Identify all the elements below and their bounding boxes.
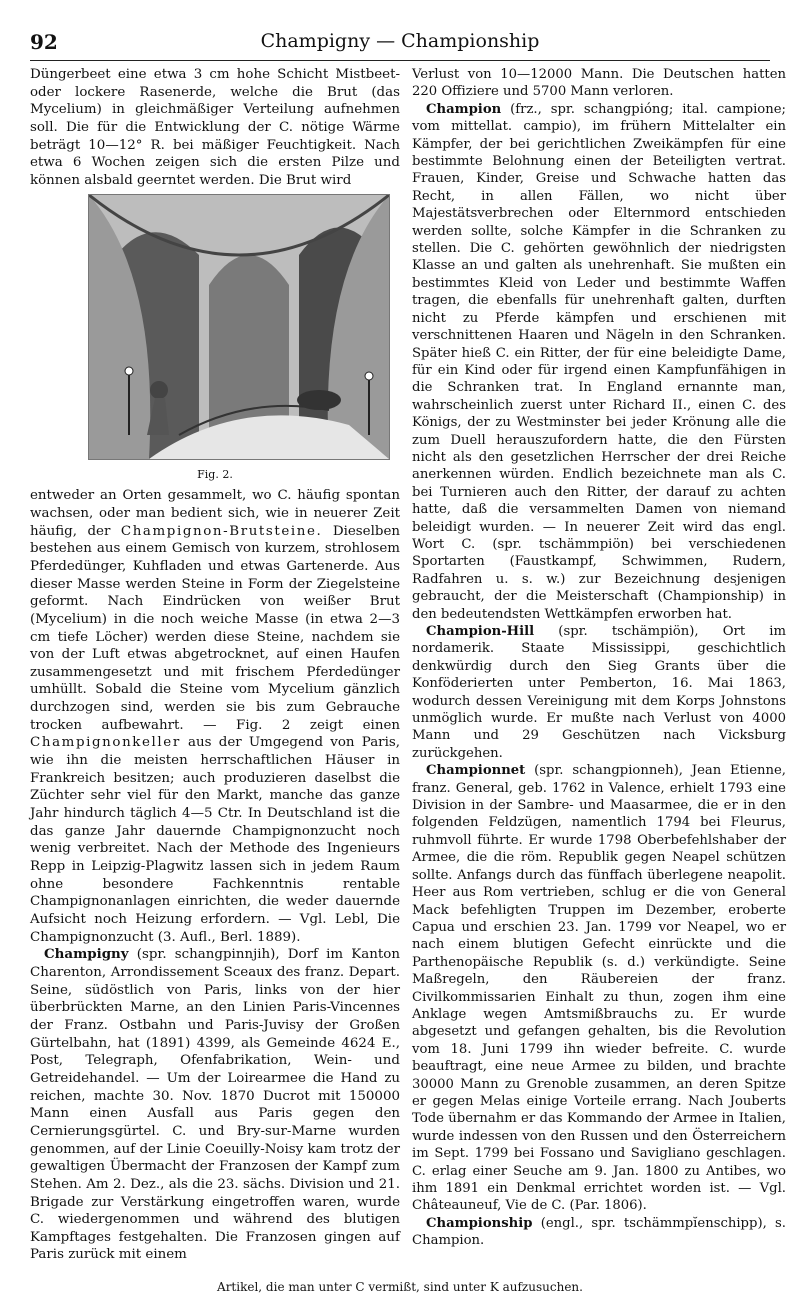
paragraph-mushroom-cultivation: Düngerbeet eine etwa 3 cm hohe Schicht Mistbeet- oder lockere Rasenerde, welche die Brut (das Mycelium) in gleichmäßiger Verteilung aufnehmen soll. Die für die Entwicklung der C. nötige Wärme beträgt 10—12° R. bei mäßiger Feuchtigkeit. Nach etwa 6 Wochen zeigen sich die ersten Pilze und können alsbald geerntet werden. Die Brut wird <box>30 67 400 188</box>
entry-champion <box>412 101 786 623</box>
entry-text: (frz., spr. schangpióng; ital. campione; vom mittellat. campio), im frühern Mittelalter ein Kämpfer, der bei gerichtlichen Zweikämpfen für eine bestimmte Belohnung einen der Beteiligten vertrat. Frauen, Kinder, Greise und Schwache hatten das Recht, in allen Fällen, wo nicht über Majestätsverbrechen oder Elternmord entschieden werden sollte, solche Kämpfer in die Schranken zu stellen. Die C. gehörten gewöhnlich der niedrigsten Klasse an und galten als unehrenhaft. Sie mußten ein bestimmtes Kleid von Leder und bestimmte Waffen tragen, die ebenfalls für unehrenhaft galten, durften nicht zu Pferde kämpfen und erschienen mit verschnittenen Haaren und Nägeln in den Schranken. Später hieß C. ein Ritter, der für eine beleidigte Dame, für ein Kind oder für irgend einen Kampfunfähigen in die Schranken trat. In England ernannte man, wahrscheinlich zuerst unter Richard II., einen C. des Königs, der zu Westminster bei jeder Krönung alle die zum Duell herauszufordern hatte, die den Fürsten nicht als den gesetzlichen Herrscher der drei Reiche anerkennen würden. Endlich bezeichnete man als C. bei Turnieren auch den Ritter, der darauf zu achten hatte, daß die versammelten Damen von niemand beleidigt wurden. — In neuerer Zeit wird das engl. Wort C. (spr. tschämmpiön) bei verschiedenen Sportarten (Faustkampf, Schwimmen, Rudern, Radfahren u. s. w.) zur Bezeichnung desjenigen gebraucht, der die Meisterschaft (Championship) in den bedeutendsten Wettkämpfen erworben hat. <box>412 101 786 622</box>
text-run: entweder an Orten gesammelt, wo C. häufig spontan wachsen, oder man bedient sich, wie in neuerer Zeit häufig, der <box>30 488 400 539</box>
entry-championnet <box>412 762 786 1215</box>
right-column <box>412 66 786 1250</box>
headword-championship: Championship <box>426 1215 533 1231</box>
entry-text: (spr. schangpionneh), Jean Etienne, franz. General, geb. 1762 in Valence, erhielt 1793 eine Division in der Sambre- und Maasarmee, die er in den folgenden Feldzügen, namentlich 1794 bei Fleurus, ruhmvoll führte. Er wurde 1798 Oberbefehlshaber der Armee, die die röm. Republik gegen Neapel schützen sollte. Anfangs durch das fünffach überlegene neapolit. Heer aus Rom vertrieben, schlug er die von General Mack befehligten Truppen im Dezember, eroberte Capua und erschien 23. Jan. 1799 vor Neapel, wo er nach einem blutigen Gefecht einrückte und die Parthenopäische Republik (s. d.) verkündigte. Seine Maßregeln, den Räubereien der franz. Civilkommissarien Einhalt zu thun, zogen ihm eine Anklage wegen Amtsmißbrauchs zu. Er wurde abgesetzt und gefangen gehalten, bis die Revolution vom 18. Juni 1799 ihn wieder befreite. C. wurde beauftragt, eine neue Armee zu bilden, und brachte 30000 Mann zu Grenoble zusammen, an deren Spitze er gegen Melas einige Vorteile errang. Nach Jouberts Tode übernahm er das Kommando der Armee in Italien, wurde indessen von den Russen und den Österreichern im Sept. 1799 bei Fossano und Savigliano geschlagen. C. erlag einer Seuche am 9. Jan. 1800 zu Antibes, wo ihm 1891 ein Denkmal errichtet worden ist. — Vgl. Châteauneuf, Vie de C. (Par. 1806). <box>412 763 786 1214</box>
emphasis-champignonkeller: Champignonkeller <box>30 735 181 751</box>
entry-text: (engl., spr. tschämmpĭenschipp), s. Champion. <box>412 1215 786 1249</box>
entry-champion-hill <box>412 623 786 762</box>
entry-text: (spr. schangpinnjih), Dorf im Kanton Charenton, Arrondissement Sceaux des franz. Depart. Seine, südöstlich von Paris, links von der hier überbrückten Marne, an den Linien Paris-Vincennes der Franz. Ostbahn und Paris-Juvisy der Großen Gürtelbahn, hat (1891) 4399, als Gemeinde 4624 E., Post, Telegraph, Ofenfabrikation, Wein- und Getreidehandel. — Um der Loirearmee die Hand zu reichen, machte 30. Nov. 1870 Ducrot mit 150000 Mann einen Ausfall aus Paris gegen den Cernierungsgürtel. C. und Bry-sur-Marne wurden genommen, auf der Linie Coeuilly-Noisy kam trotz der gewaltigen Übermacht der Franzosen der Kampf zum Stehen. Am 2. Dez., als die 23. sächs. Division und 21. Brigade zur Verstärkung eingetroffen waren, wurde C. wiedergenommen und während des blutigen Kampftages festgehalten. Die Franzosen gingen auf Paris zurück mit einem <box>30 947 400 1263</box>
cellar-engraving-icon <box>89 195 389 459</box>
left-column <box>30 66 400 1264</box>
entry-text: (spr. tschämpiön), Ort im nordamerik. Staate Mississippi, geschichtlich denkwürdig durch den Sieg Grants über die Konföderierten unter Pemberton, 16. Mai 1863, wodurch dessen Vereinigung mit dem Korps Johnstons unmöglich wurde. Er mußte nach Verlust von 4000 Mann und 29 Geschützen nach Vicksburg zurückgehen. <box>412 624 786 761</box>
page-number: 92 <box>30 30 58 54</box>
headword-champion-hill: Champion-Hill <box>426 624 535 639</box>
headword-champion: Champion <box>426 101 502 117</box>
entry-champigny <box>30 946 400 1264</box>
figure-caption: Fig. 2. <box>197 467 233 481</box>
text-run: aus der Umgegend von Paris, wie ihn die meisten herrschaftlichen Häuser in Frankreich besitzen; auch produzieren daselbst die Züchter sehr viel für den Markt, manche das ganze Jahr hindurch täglich 4—5 Ctr. In Deutschland ist die das ganze Jahr dauernde Champignonzucht noch wenig verbreitet. Nach der Methode des Ingenieurs Repp in Leipzig-Plagwitz lassen sich in jedem Raum ohne besondere Fachkenntnis rentable Champignonanlagen einrichten, die weder dauernde Aufsicht noch Heizung erfordern. — Vgl. Lebl, Die Champignonzucht (3. Aufl., Berl. 1889). <box>30 735 400 945</box>
running-head: Champigny — Championship <box>260 30 540 52</box>
text-run: Dieselben bestehen aus einem Gemisch von kurzem, strohlosem Pferdedünger, Kuhfladen und etwas Gartenerde. Aus dieser Masse werden Steine in Form der Ziegelsteine geformt. Nach Eindrücken von weißer Brut (Mycelium) in die noch weiche Masse (in etwa 2—3 cm tiefe Löcher) werden diese Steine, nachdem sie von der Luft etwas abgetrocknet, auf einen Haufen zusammengesetzt und mit frischem Pferdedünger umhüllt. Sobald die Steine vom Mycelium gänzlich durchzogen sind, werden sie bis zum Gebrauche trocken aufbewahrt. — Fig. 2 zeigt einen <box>30 523 400 733</box>
headword-champigny: Champigny <box>44 946 129 963</box>
page-header <box>30 30 770 61</box>
paragraph-brutsteine <box>30 487 400 946</box>
page-footer-note: Artikel, die man unter C vermißt, sind unter K aufzusuchen. <box>217 1280 583 1294</box>
champignon-cellar-illustration <box>88 194 390 460</box>
paragraph-continuation: Verlust von 10—12000 Mann. Die Deutschen hatten 220 Offiziere und 5700 Mann verloren. <box>412 67 786 100</box>
entry-championship <box>412 1215 786 1250</box>
emphasis-brutsteine: Champignon-Brutsteine. <box>120 523 323 539</box>
headword-championnet: Championnet <box>426 763 526 779</box>
